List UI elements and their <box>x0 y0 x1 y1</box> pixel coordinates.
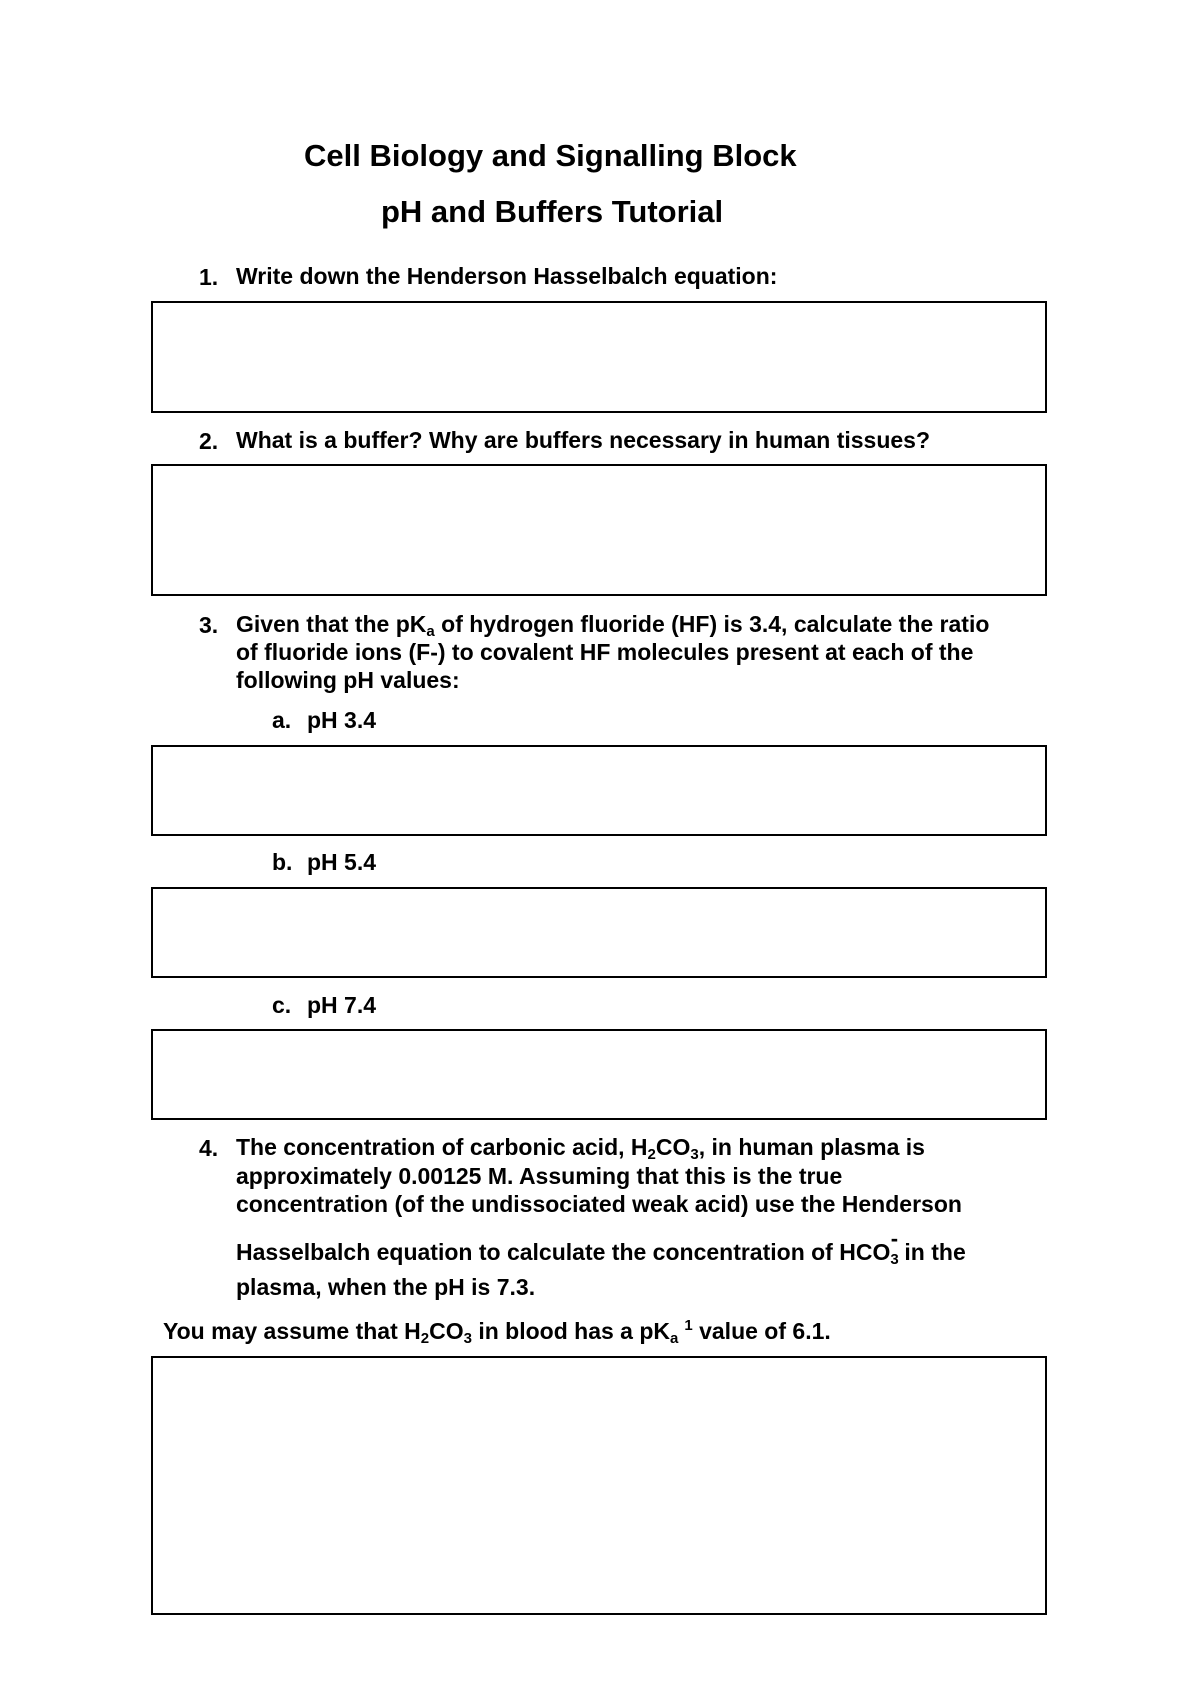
q3b-text: pH 5.4 <box>307 849 377 875</box>
q3-line-3: following pH values: <box>236 667 460 693</box>
q4-line-3: concentration (of the undissociated weak acid) use the Henderson <box>236 1191 962 1217</box>
q3a-text: pH 3.4 <box>307 707 377 733</box>
q4-line-4: Hasselbalch equation to calculate the concentration of $HCO_3^-$ in the <box>236 1226 966 1268</box>
q4-line-2: approximately 0.00125 M. Assuming that this is the true <box>236 1163 843 1189</box>
q4-answer-box[interactable] <box>151 1356 1047 1615</box>
q4-note: You may assume that $H_2CO_3$ in blood has a $pK_a^1$ value of 6.1. <box>163 1317 831 1347</box>
q4-number: 4. <box>199 1135 219 1161</box>
q3-line-2: of fluoride ions (F-) to covalent HF molecules present at each of the <box>236 639 974 665</box>
q3-line-1: Given that the $pK_a$ of hydrogen fluoride (HF) is 3.4, calculate the ratio <box>236 611 990 640</box>
page-title: Cell Biology and Signalling Block <box>304 138 797 173</box>
q2-text: What is a buffer? Why are buffers necessary in human tissues? <box>236 427 931 453</box>
q1-text: Write down the Henderson Hasselbalch equation: <box>236 263 778 289</box>
q3c-answer-box[interactable] <box>151 1029 1047 1120</box>
page-subtitle: pH and Buffers Tutorial <box>381 194 724 229</box>
q3a-answer-box[interactable] <box>151 745 1047 836</box>
q3b-label: b. <box>272 849 293 875</box>
q3c-text: pH 7.4 <box>307 992 377 1018</box>
q2-number: 2. <box>199 428 219 454</box>
q3-number: 3. <box>199 612 219 638</box>
q3c-label: c. <box>272 992 292 1018</box>
q3b-answer-box[interactable] <box>151 887 1047 978</box>
q4-line-5: plasma, when the pH is 7.3. <box>236 1274 536 1300</box>
q4-line-1: The concentration of carbonic acid, $H_2CO_3$, in human plasma is <box>236 1134 925 1163</box>
q2-answer-box[interactable] <box>151 464 1047 596</box>
q3a-label: a. <box>272 707 292 733</box>
q1-number: 1. <box>199 264 219 290</box>
q1-answer-box[interactable] <box>151 301 1047 413</box>
